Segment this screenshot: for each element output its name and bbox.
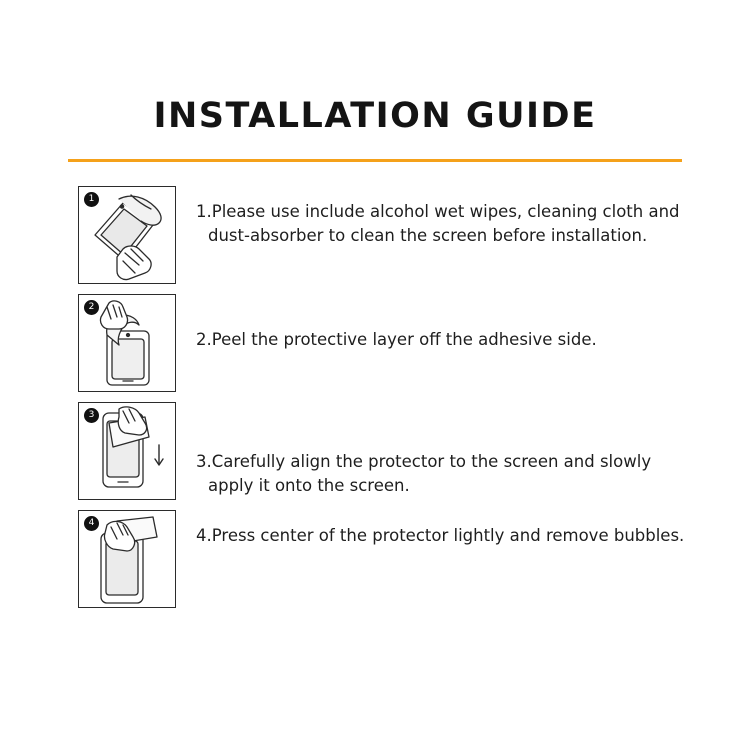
step-badge: 4 [84, 516, 99, 531]
list-item [0, 186, 750, 284]
step-text: 4.Press center of the protector lightly and remove bubbles. [196, 526, 685, 545]
step-badge: 2 [84, 300, 99, 315]
title-divider [68, 159, 682, 162]
step-text: 1.Please use include alcohol wet wipes, cleaning cloth and dust-absorber to clean the screen before installation. [196, 202, 680, 246]
step-badge: 1 [84, 192, 99, 207]
steps-list [0, 186, 750, 618]
step-illustration-2 [78, 294, 176, 392]
step-text: 2.Peel the protective layer off the adhesive side. [196, 330, 597, 349]
list-item [0, 402, 750, 500]
list-item [0, 294, 750, 392]
list-item [0, 510, 750, 608]
step-illustration-1 [78, 186, 176, 284]
step-illustration-4 [78, 510, 176, 608]
page-title: INSTALLATION GUIDE [153, 96, 597, 136]
step-badge: 3 [84, 408, 99, 423]
step-text: 3.Carefully align the protector to the screen and slowly apply it onto the screen. [196, 452, 652, 496]
step-illustration-3 [78, 402, 176, 500]
